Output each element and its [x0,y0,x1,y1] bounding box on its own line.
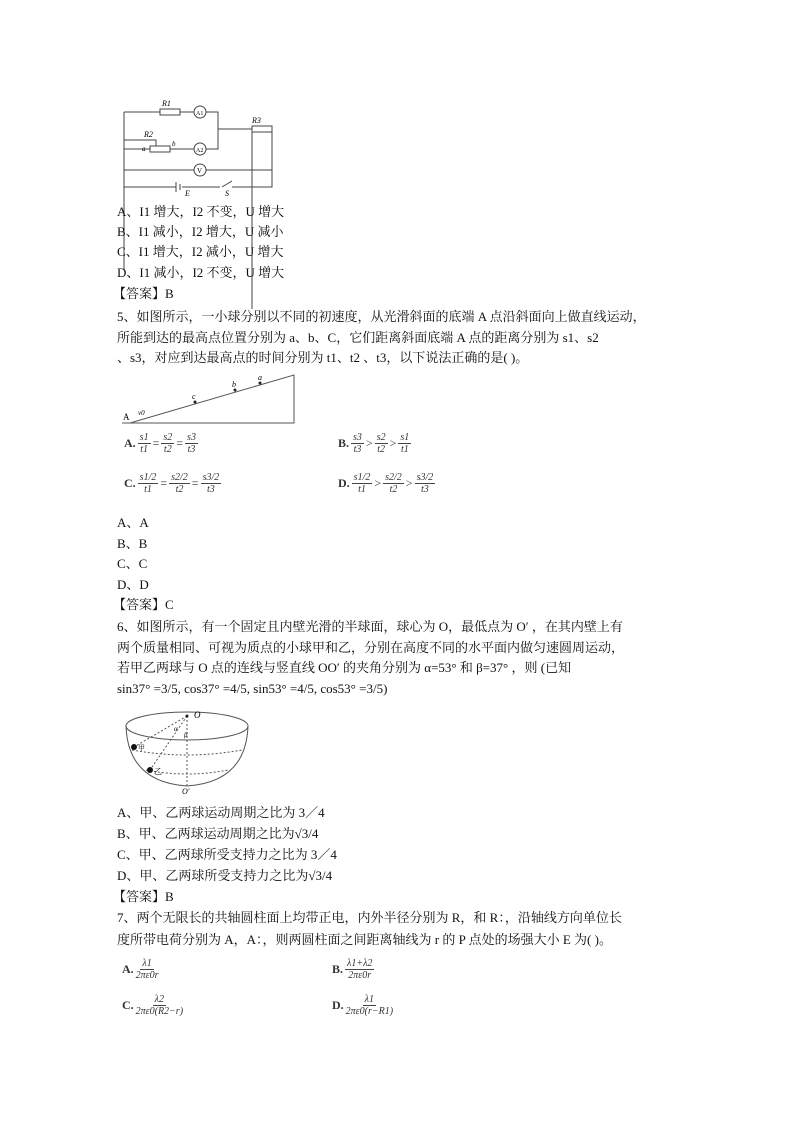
denominator: t1 [144,484,152,495]
numerator: λ1 [364,994,375,1005]
q6-text-line: 若甲乙两球与 O 点的连线与竖直线 OO′ 的夹角分别为 α=53° 和 β=37° ，则 (已知 [117,660,572,675]
denominator: 2πε0r [348,970,372,981]
v-label: V [197,167,203,175]
q6-answer: 【答案】B [113,889,174,904]
circuit-diagram [120,97,280,198]
numerator: λ1 [142,958,152,969]
fraction [138,432,151,455]
denominator: t2 [389,484,398,495]
incline-diagram [120,370,300,430]
r1-label: R1 [162,99,171,108]
yi-label: 乙 [154,767,162,776]
denominator: 2πε0(r−R1) [345,1006,394,1017]
q6-option-a: A、甲、乙两球运动周期之比为 3／4 [117,805,325,820]
q5-formula-c [124,472,221,495]
q7-text-line: 7、两个无限长的共轴圆柱面上均带正电，内外半径分别为 R，和 R：，沿轴线方向单位长 [117,910,622,925]
a2-label: A2 [196,148,204,154]
a-label: a [258,373,262,382]
q6-option-b: B、甲、乙两球运动周期之比为√3/4 [117,826,319,841]
o-label: O [194,710,201,720]
fraction [138,472,159,495]
numerator: s2/2 [171,472,188,483]
numerator: s1/2 [353,472,371,483]
q5-answer: 【答案】C [113,597,174,612]
q4-option-d: D、I1 减小，I2 不变，U 增大 [117,265,285,280]
q5-option-a: A、A [117,515,149,530]
q5-text-line: 所能到达的最高点位置分别为 a、b、C，它们距离斜面底端 A 点的距离分别为 s1、s2 [117,330,599,345]
formula-label: B. [338,436,350,450]
o-prime-label: O′ [182,787,190,796]
denominator: t3 [353,444,362,455]
denominator: t3 [421,484,429,495]
numerator: λ1+λ2 [347,958,373,969]
numerator: s3 [353,432,362,443]
q4-option-c: C、I1 增大，I2 减小，U 增大 [117,244,284,259]
q5-formula-a [124,432,198,455]
q5-option-c: C、C [117,556,148,571]
operator: > [374,476,382,490]
fraction [383,472,404,495]
operator: = [191,476,199,490]
alpha-label: α [174,725,178,733]
e-label: E [185,189,190,198]
v0-label: v0 [138,409,145,417]
q7-formula-a [122,958,159,981]
r3-label: R3 [252,116,261,125]
fraction [346,994,393,1017]
fraction [345,958,374,981]
q6-option-c: C、甲、乙两球所受支持力之比为 3／4 [117,847,337,862]
numerator: s1 [139,432,149,443]
q4-answer: 【答案】B [113,286,174,301]
formula-label: B. [332,962,344,976]
numerator: s1 [400,432,410,443]
fraction [351,432,364,455]
fraction [415,472,436,495]
q7-formula-b [332,958,374,981]
q5-formula-b [338,432,411,455]
operator: = [160,476,168,490]
q5-formula-d [338,472,435,495]
denominator: t3 [207,484,215,495]
q7-text-line: 度所带电荷分别为 A，A：，则两圆柱面之间距离轴线为 r 的 P 点处的场强大小 E 为( )。 [117,932,612,947]
s-label: S [225,189,229,198]
q6-text-line: 6、如图所示，有一个固定且内壁光滑的半球面，球心为 O，最低点为 O′ ，在其内壁上有 [117,619,623,634]
fraction [398,432,411,455]
q5-text-line: 5、如图所示，一小球分别以不同的初速度，从光滑斜面的底端 A 点沿斜面向上做直线运动， [117,309,646,324]
formula-label: A. [122,962,134,976]
fraction [136,958,159,981]
q4-option-a: A、I1 增大，I2 不变，U 增大 [117,204,285,219]
denominator: t2 [377,444,386,455]
q5-text-line: 、s3，对应到达最高点的时间分别为 t1、t2 、t3，以下说法正确的是( )。 [117,350,529,365]
q6-option-d: D、甲、乙两球所受支持力之比为√3/4 [117,868,333,883]
b-label: b [232,380,236,389]
denominator: t1 [358,484,366,495]
beta-label: β [184,731,188,739]
numerator: s2 [376,432,386,443]
denominator: t1 [140,444,149,455]
q4-option-b: B、I1 减小，I2 增大，U 减小 [117,224,284,239]
q5-option-d: D、D [117,577,149,592]
b-label: b [172,140,176,148]
formula-label: A. [124,436,136,450]
fraction [185,432,198,455]
numerator: s3/2 [416,472,434,483]
numerator: λ2 [154,994,165,1005]
q7-formula-d [332,994,393,1017]
operator: > [365,436,373,450]
numerator: s3/2 [202,472,220,483]
denominator: t2 [163,444,172,455]
denominator: 2πε0r [135,970,159,981]
a-label: a [142,145,146,153]
denominator: t2 [175,484,184,495]
a1-label: A1 [196,111,204,117]
operator: = [176,436,184,450]
fraction [352,472,373,495]
numerator: s1/2 [139,472,157,483]
r2-label: R2 [144,130,153,139]
numerator: s2/2 [385,472,402,483]
numerator: s2 [163,432,173,443]
hemisphere-diagram [124,710,254,795]
fraction [136,994,183,1017]
fraction [201,472,222,495]
c-label: c [192,392,196,401]
fraction [169,472,190,495]
formula-label: C. [124,476,136,490]
formula-label: C. [122,998,134,1012]
fraction [375,432,388,455]
denominator: t3 [187,444,196,455]
q6-text-line: 两个质量相同、可视为质点的小球甲和乙，分别在高度不同的水平面内做匀速圆周运动， [117,640,625,655]
denominator: t1 [400,444,409,455]
formula-label: D. [338,476,350,490]
operator: > [389,436,397,450]
q5-option-b: B、B [117,536,148,551]
point-a-label: A [123,412,130,422]
jia-label: 甲 [138,744,145,752]
operator: = [152,436,160,450]
q6-text-line: sin37° =3/5, cos37° =4/5, sin53° =4/5, cos53° =3/5) [117,681,388,696]
fraction [161,432,174,455]
numerator: s3 [187,432,196,443]
operator: > [405,476,413,490]
denominator: 2πε0(R2−r) [135,1006,184,1017]
formula-label: D. [332,998,344,1012]
q7-formula-c [122,994,183,1017]
